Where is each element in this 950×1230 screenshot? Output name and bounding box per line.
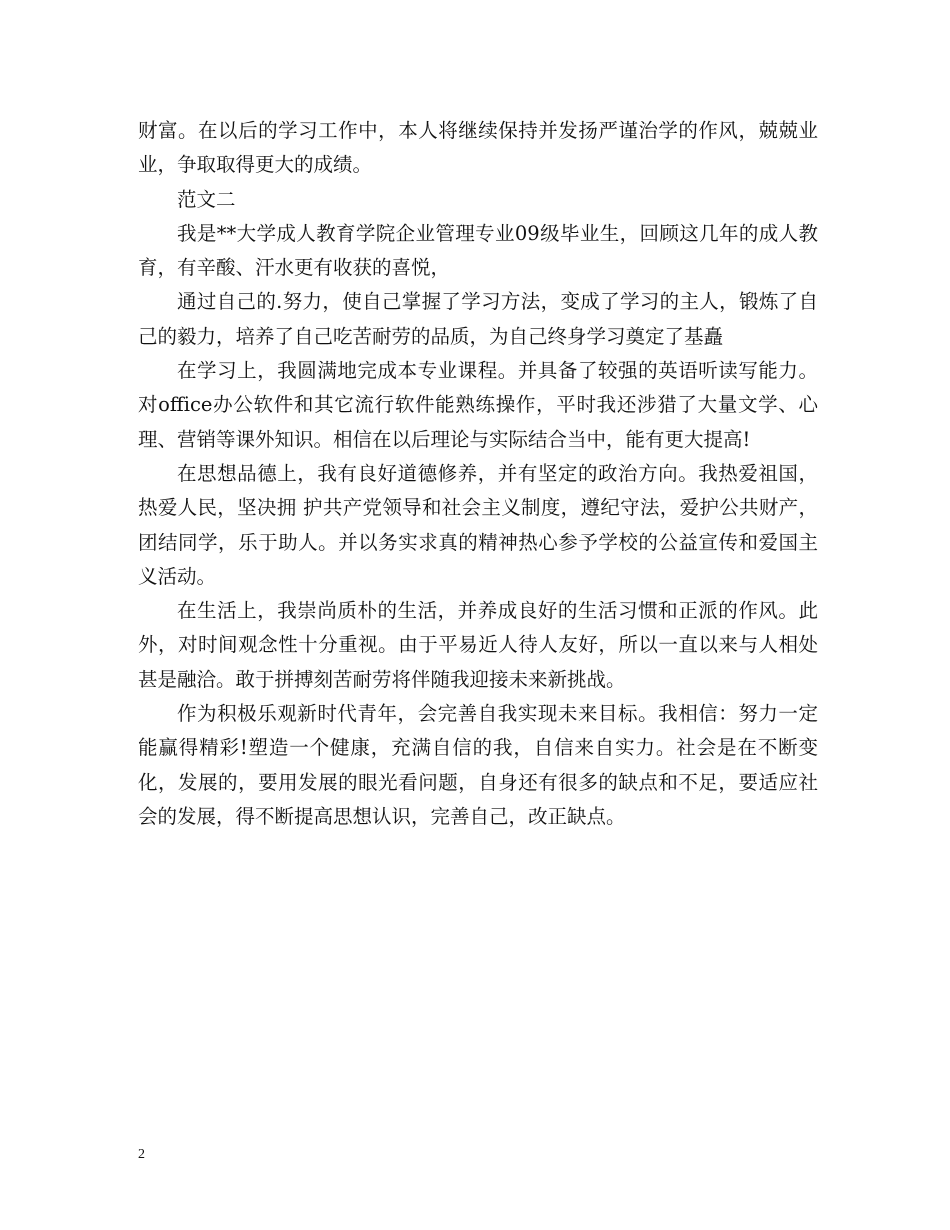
paragraph-self-effort: 通过自己的.努力，使自己掌握了学习方法，变成了学习的主人，锻炼了自己的毅力，培养了自己吃苦耐劳的品质，为自己终身学习奠定了基矗 <box>138 290 818 348</box>
paragraph-introduction: 我是**大学成人教育学院企业管理专业09级毕业生，回顾这几年的成人教育，有辛酸、汗水更有收获的喜悦， <box>138 221 818 280</box>
page-number: 2 <box>138 1147 145 1162</box>
paragraph-continuation: 财富。在以后的学习工作中，本人将继续保持并发扬严谨治学的作风，兢兢业业，争取取得更大的成绩。 <box>138 119 818 177</box>
paragraph-study: 在学习上，我圆满地完成本专业课程。并具备了较强的英语听读写能力。对office办公软件和其它流行软件能熟练操作，平时我还涉猎了大量文学、心理、营销等课外知识。相信在以后理论与实际结合当中，能有更大提高! <box>138 359 818 451</box>
body-text <box>138 114 818 834</box>
paragraph-future: 作为积极乐观新时代青年，会完善自我实现未来目标。我相信：努力一定能赢得精彩!塑造一个健康，充满自信的我，自信来自实力。社会是在不断变化，发展的，要用发展的眼光看问题，自身还有很多的缺点和不足，要适应社会的发展，得不断提高思想认识，完善自己，改正缺点。 <box>138 702 818 828</box>
paragraph-ideology: 在思想品德上，我有良好道德修养，并有坚定的政治方向。我热爱祖国，热爱人民，坚决拥 护共产党领导和社会主义制度，遵纪守法，爱护公共财产，团结同学，乐于助人。并以务实求真的精神热心参予学校的公益宣传和爱国主义活动。 <box>138 461 818 588</box>
paragraph-life: 在生活上，我崇尚质朴的生活，并养成良好的生活习惯和正派的作风。此外，对时间观念性十分重视。由于平易近人待人友好，所以一直以来与人相处甚是融洽。敢于拼搏刻苦耐劳将伴随我迎接未来新挑战。 <box>138 599 818 691</box>
section-heading-fanwen-er: 范文二 <box>177 187 236 211</box>
